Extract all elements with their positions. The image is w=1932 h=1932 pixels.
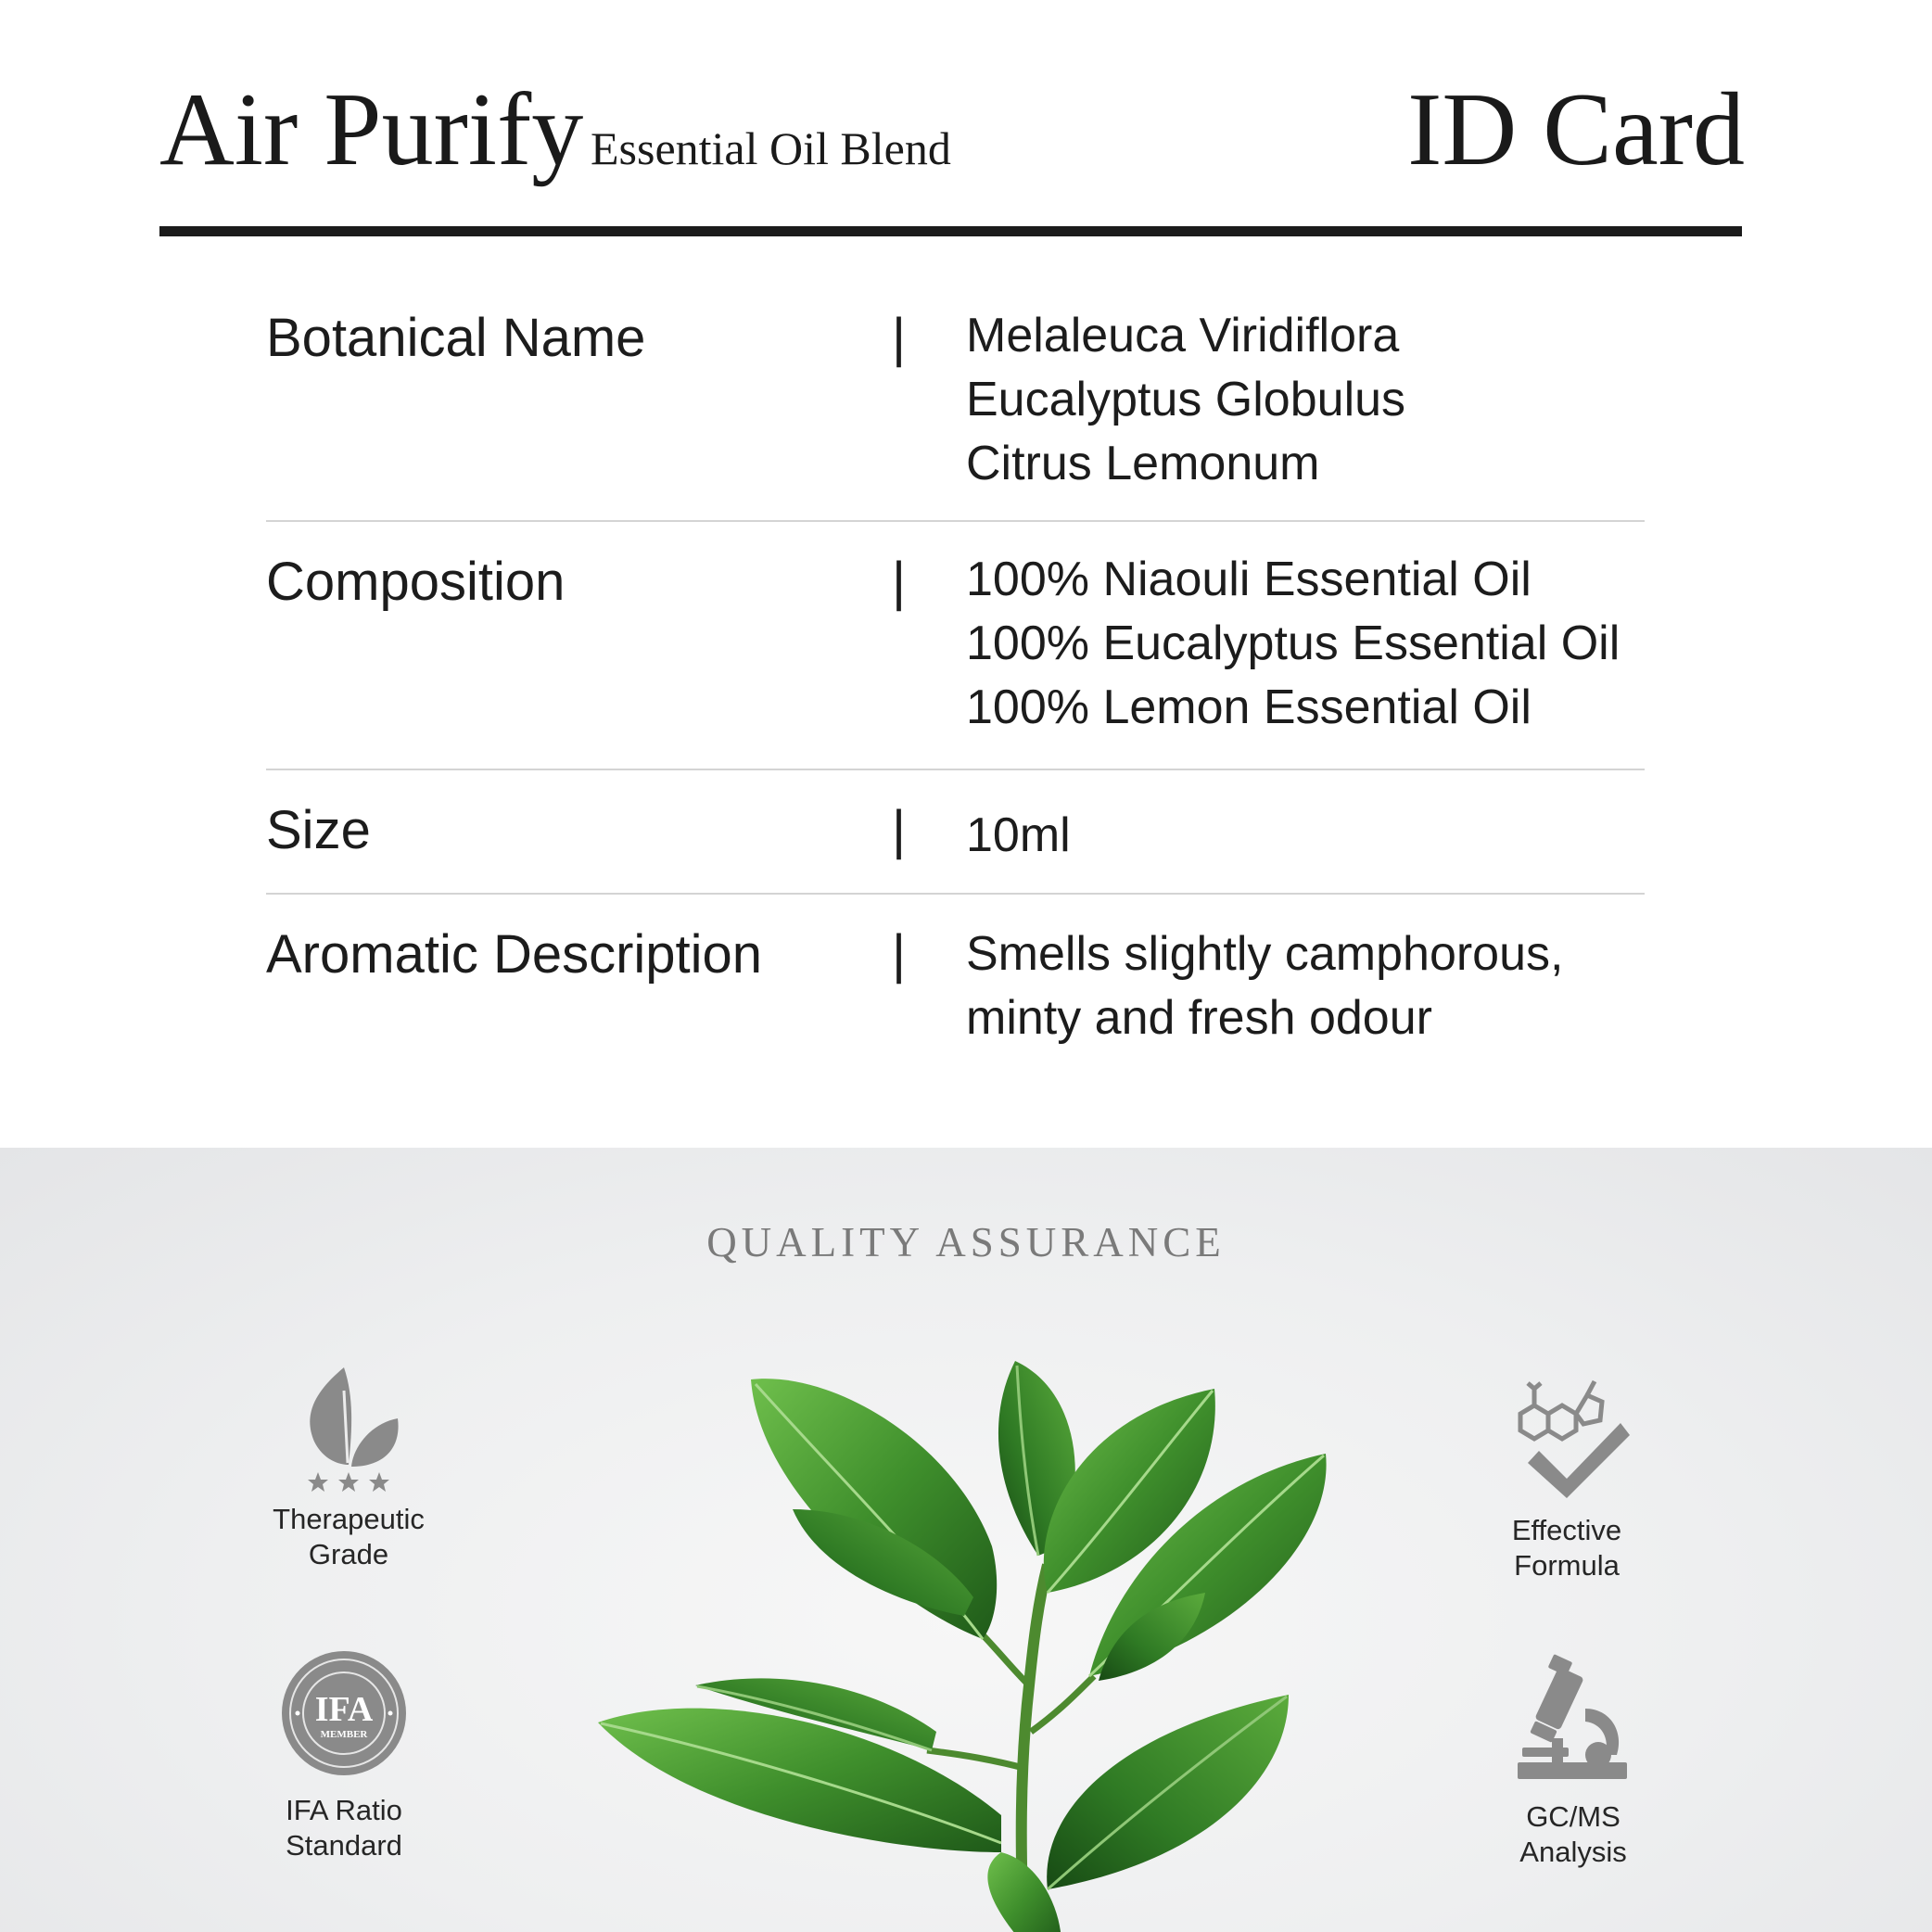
spec-row-composition bbox=[266, 522, 1645, 770]
spec-label: Botanical Name bbox=[266, 308, 646, 368]
product-title: Air Purify bbox=[159, 72, 584, 187]
spec-row-botanical-name bbox=[266, 278, 1645, 522]
badge-effective-formula bbox=[1446, 1363, 1687, 1583]
quality-title: QUALITY ASSURANCE bbox=[706, 1219, 1226, 1265]
spec-value: Citrus Lemonum bbox=[966, 437, 1320, 490]
spec-label: Composition bbox=[266, 552, 566, 612]
badge-label: Grade bbox=[308, 1538, 389, 1570]
spec-value: minty and fresh odour bbox=[966, 991, 1432, 1045]
spec-separator: | bbox=[892, 552, 907, 612]
spec-row-size bbox=[266, 770, 1645, 895]
header bbox=[159, 74, 1745, 185]
spec-value: Melaleuca Viridiflora bbox=[966, 309, 1400, 362]
spec-values bbox=[966, 804, 1071, 868]
spec-table bbox=[266, 278, 1645, 1080]
spec-label: Size bbox=[266, 800, 371, 860]
badge-gcms-analysis bbox=[1453, 1653, 1694, 1870]
spec-values bbox=[966, 548, 1620, 740]
spec-value: 100% Niaouli Essential Oil bbox=[966, 553, 1532, 606]
badge-label: Effective bbox=[1511, 1514, 1622, 1546]
spec-values bbox=[966, 304, 1405, 496]
id-card-title: ID Card bbox=[1407, 72, 1745, 187]
badge-label: Formula bbox=[1514, 1549, 1620, 1582]
spec-values bbox=[966, 922, 1563, 1050]
ifa-seal-text: IFA bbox=[314, 1690, 374, 1729]
badge-label: GC/MS bbox=[1526, 1800, 1621, 1833]
badge-ifa-ratio-standard bbox=[223, 1648, 464, 1863]
leaf-stars-icon bbox=[298, 1363, 400, 1502]
header-divider bbox=[159, 226, 1742, 236]
spec-value: 100% Lemon Essential Oil bbox=[966, 680, 1532, 734]
molecule-check-icon bbox=[1502, 1363, 1632, 1502]
spec-value: 100% Eucalyptus Essential Oil bbox=[966, 616, 1621, 670]
quality-assurance-section bbox=[0, 1148, 1932, 1932]
ifa-seal-subtext: MEMBER bbox=[320, 1729, 368, 1740]
badge-label: Therapeutic bbox=[273, 1503, 425, 1535]
badge-label: IFA Ratio bbox=[286, 1794, 402, 1826]
microscope-icon bbox=[1513, 1653, 1633, 1792]
spec-label: Aromatic Description bbox=[266, 924, 763, 985]
rubber-plant-image bbox=[556, 1333, 1372, 1932]
spec-value: Smells slightly camphorous, bbox=[966, 927, 1564, 981]
spec-value: 10ml bbox=[966, 808, 1071, 862]
badge-therapeutic-grade bbox=[228, 1363, 469, 1572]
spec-value: Eucalyptus Globulus bbox=[966, 373, 1406, 426]
spec-separator: | bbox=[892, 924, 907, 985]
badge-label: Standard bbox=[286, 1829, 402, 1862]
product-subtitle: Essential Oil Blend bbox=[591, 122, 951, 174]
spec-separator: | bbox=[892, 308, 907, 368]
badge-label: Analysis bbox=[1519, 1836, 1627, 1868]
spec-separator: | bbox=[892, 800, 907, 860]
ifa-seal-icon bbox=[279, 1648, 409, 1778]
spec-row-aromatic-description bbox=[266, 895, 1645, 1080]
